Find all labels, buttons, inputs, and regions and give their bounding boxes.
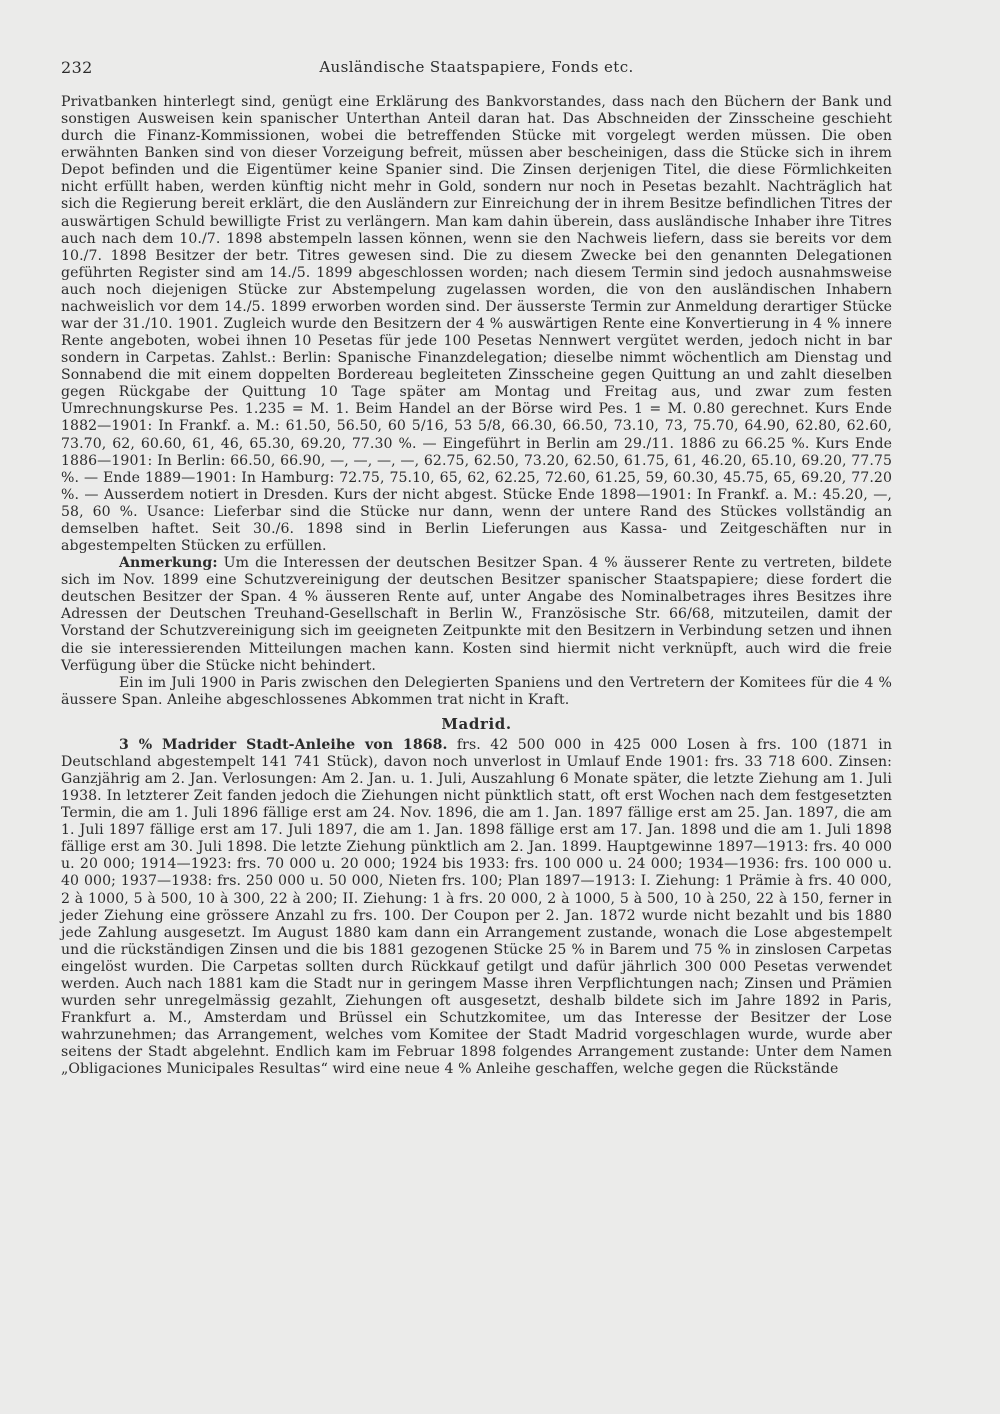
- loan-heading: 3 % Madrider Stadt-Anleihe von 1868.: [119, 736, 448, 753]
- page-number: 232: [61, 58, 93, 77]
- paragraph-text: Ein im Juli 1900 in Paris zwischen den Delegierten Spaniens und den Vertretern der Komitees für die 4 % äussere Span. Anleihe abgeschlossenes Abkommen trat nicht in Kraft.: [61, 674, 892, 708]
- section-title: Madrid.: [441, 714, 512, 733]
- body-text: [61, 94, 892, 1078]
- paragraph-text: Um die Interessen der deutschen Besitzer Span. 4 % äusserer Rente zu vertreten, bildete sich im Nov. 1899 eine Schutzvereinigung der deutschen Besitzer spanischer Staatspapiere; diese fordert die deutschen Besitzer der Span. 4 % äusseren Rente auf, unter Angabe des Nominalbetrages ihres Besitzes ihre Adressen der Deutschen Treuhand-Gesellschaft in Berlin W., Französische Str. 66/68, mitzuteilen, damit der Vorstand der Schutzvereinigung sich im geeigneten Zeitpunkte mit den Besitzern in Verbindung setzen und ihnen die sie interessierenden Mitteilungen machen kann. Kosten sind hiermit nicht verknüpft, auch wird die freie Verfügung über die Stücke nicht behindert.: [61, 555, 892, 674]
- paragraph-text: frs. 42 500 000 in 425 000 Losen à frs. 100 (1871 in Deutschland abgestempelt 141 741 Stück), davon noch unverlost in Umlauf Ende 1901: frs. 33 718 600. Zinsen: Ganzjährig am 2. Jan. Verlosungen: Am 2. Jan. u. 1. Juli, Auszahlung 6 Monate später, die letzte Ziehung am 1. Juli 1938. In letzterer Zeit fanden jedoch die Ziehungen nicht pünktlich statt, oft erst Wochen nach dem festgesetzten Termin, die am 1. Juli 1896 fällige erst am 24. Nov. 1896, die am 1. Jan. 1897 fällige erst am 25. Jan. 1897, die am 1. Juli 1897 fällige erst am 17. Juli 1897, die am 1. Jan. 1898 fällige erst am 17. Jan. 1898 und die am 1. Juli 1898 fällige erst am 30. Juli 1898. Die letzte Ziehung pünktlich am 2. Jan. 1899. Hauptgewinne 1897—1913: frs. 40 000 u. 20 000; 1914—1923: frs. 70 000 u. 20 000; 1924 bis 1933: frs. 100 000 u. 24 000; 1934—1936: frs. 100 000 u. 40 000; 1937—1938: frs. 250 000 u. 50 000, Nieten frs. 100; Plan 1897—1913: I. Ziehung: 1 Prämie à frs. 40 000, 2 à 1000, 5 à 500, 10 à 300, 22 à 200; II. Ziehung: 1 à frs. 20 000, 2 à 1000, 5 à 500, 10 à 250, 22 à 150, ferner in jeder Ziehung eine grössere Anzahl zu frs. 100. Der Coupon per 2. Jan. 1872 wurde nicht bezahlt und bis 1880 jede Zahlung ausgesetzt. Im August 1880 kam dann ein Arrangement zustande, wonach die Lose abgestempelt und die rückständigen Zinsen und die bis 1881 gezogenen Stücke 25 % in Barem und 75 % in zinslosen Carpetas eingelöst wurden. Die Carpetas sollten durch Rückkauf getilgt und dafür jährlich 300 000 Pesetas verwendet werden. Auch nach 1881 kam die Stadt nur in geringem Masse ihren Verpflichtungen nach; Zinsen und Prämien wurden sehr unregelmässig gezahlt, Ziehungen oft ausgesetzt, deshalb bildete sich im Jahre 1892 in Paris, Frankfurt a. M., Amsterdam und Brüssel ein Schutzkomitee, um das Interesse der Besitzer der Lose wahrzunehmen; das Arrangement, welches vom Komitee der Stadt Madrid vorgeschlagen wurde, wurde aber seitens der Stadt abgelehnt. Endlich kam im Februar 1898 folgendes Arrangement zustande: Unter dem Namen „Obligaciones Municipales Resultas“ wird eine neue 4 % Anleihe geschaffen, welche gegen die Rückstände: [61, 736, 892, 1078]
- paragraph-continued: [61, 94, 892, 555]
- paragraph-madrid-loan: [61, 737, 892, 1079]
- annotation-lead: Anmerkung:: [119, 555, 218, 572]
- paragraph-agreement: [61, 675, 892, 709]
- paragraph-annotation: [61, 555, 892, 675]
- running-title: Ausländische Staatspapiere, Fonds etc.: [319, 58, 634, 76]
- page-header: [61, 58, 892, 88]
- paragraph-text: Privatbanken hinterlegt sind, genügt eine Erklärung des Bankvorstandes, dass nach den Büchern der Bank und sonstigen Ausweisen kein spanischer Unterthan Anteil daran hat. Das Abschneiden der Zinsscheine geschieht durch die Finanz-Kommissionen, wobei die betreffenden Stücke mit vorgelegt werden müssen. Die oben erwähnten Banken sind von dieser Vorzeigung befreit, müssen aber bescheinigen, dass die Stücke sich in ihrem Depot befinden und die Eigentümer keine Spanier sind. Die Zinsen derjenigen Titel, die diese Förmlichkeiten nicht erfüllt haben, werden künftig nicht mehr in Gold, sondern nur noch in Pesetas bezahlt. Nachträglich hat sich die Regierung bereit erklärt, die den Ausländern zur Einreichung der in ihrem Besitze befindlichen Titres der auswärtigen Schuld bewilligte Frist zu verlängern. Man kam dahin überein, dass ausländische Inhaber ihre Titres auch nach dem 10./7. 1898 abstempeln lassen können, wenn sie den Nachweis liefern, dass sie bereits vor dem 10./7. 1898 Besitzer der betr. Titres gewesen sind. Die zu diesem Zwecke bei den genannten Delegationen geführten Register sind am 14./5. 1899 abgeschlossen worden; nach diesem Termin sind jedoch ausnahmsweise auch noch diejenigen Stücke zur Abstempelung zugelassen worden, die von den ausländischen Inhabern nachweislich vor dem 14./5. 1899 erworben worden sind. Der äusserste Termin zur Anmeldung derartiger Stücke war der 31./10. 1901. Zugleich wurde den Besitzern der 4 % auswärtigen Rente eine Konvertierung in 4 % innere Rente angeboten, wobei ihnen 10 Pesetas für jede 100 Pesetas Nennwert vergütet werden, jedoch nicht in bar sondern in Carpetas. Zahlst.: Berlin: Spanische Finanzdelegation; dieselbe nimmt wöchentlich am Dienstag und Sonnabend die mit einem doppelten Bordereau begleiteten Zinsscheine gegen Quittung an und zahlt dieselben gegen Rückgabe der Quittung 10 Tage später am Montag und Freitag aus, und zwar zum festen Umrechnungskurse Pes. 1.235 = M. 1. Beim Handel an der Börse wird Pes. 1 = M. 0.80 gerechnet. Kurs Ende 1882—1901: In Frankf. a. M.: 61.50, 56.50, 60 5/16, 53 5/8, 66.30, 66.50, 73.10, 73, 75.70, 64.90, 62.80, 62.60, 73.70, 62, 60.60, 61, 46, 65.30, 69.20, 77.30 %. — Eingeführt in Berlin am 29./11. 1886 zu 66.25 %. Kurs Ende 1886—1901: In Berlin: 66.50, 66.90, —, —, —, —, 62.75, 62.50, 73.20, 62.50, 61.75, 61, 46.20, 65.10, 69.20, 77.75 %. — Ende 1889—1901: In Hamburg: 72.75, 75.10, 65, 62, 62.25, 72.60, 61.25, 59, 60.30, 45.75, 65, 69.20, 77.20 %. — Ausserdem notiert in Dresden. Kurs der nicht abgest. Stücke Ende 1898—1901: In Frankf. a. M.: 45.20, —, 58, 60 %. Usance: Lieferbar sind die Stücke nur dann, wenn der untere Rand des Stückes vollständig an demselben haftet. Seit 30./6. 1898 sind in Berlin Lieferungen aus Kassa- und Zeitgeschäften nur in abgestempelten Stücken zu erfüllen.: [61, 94, 892, 555]
